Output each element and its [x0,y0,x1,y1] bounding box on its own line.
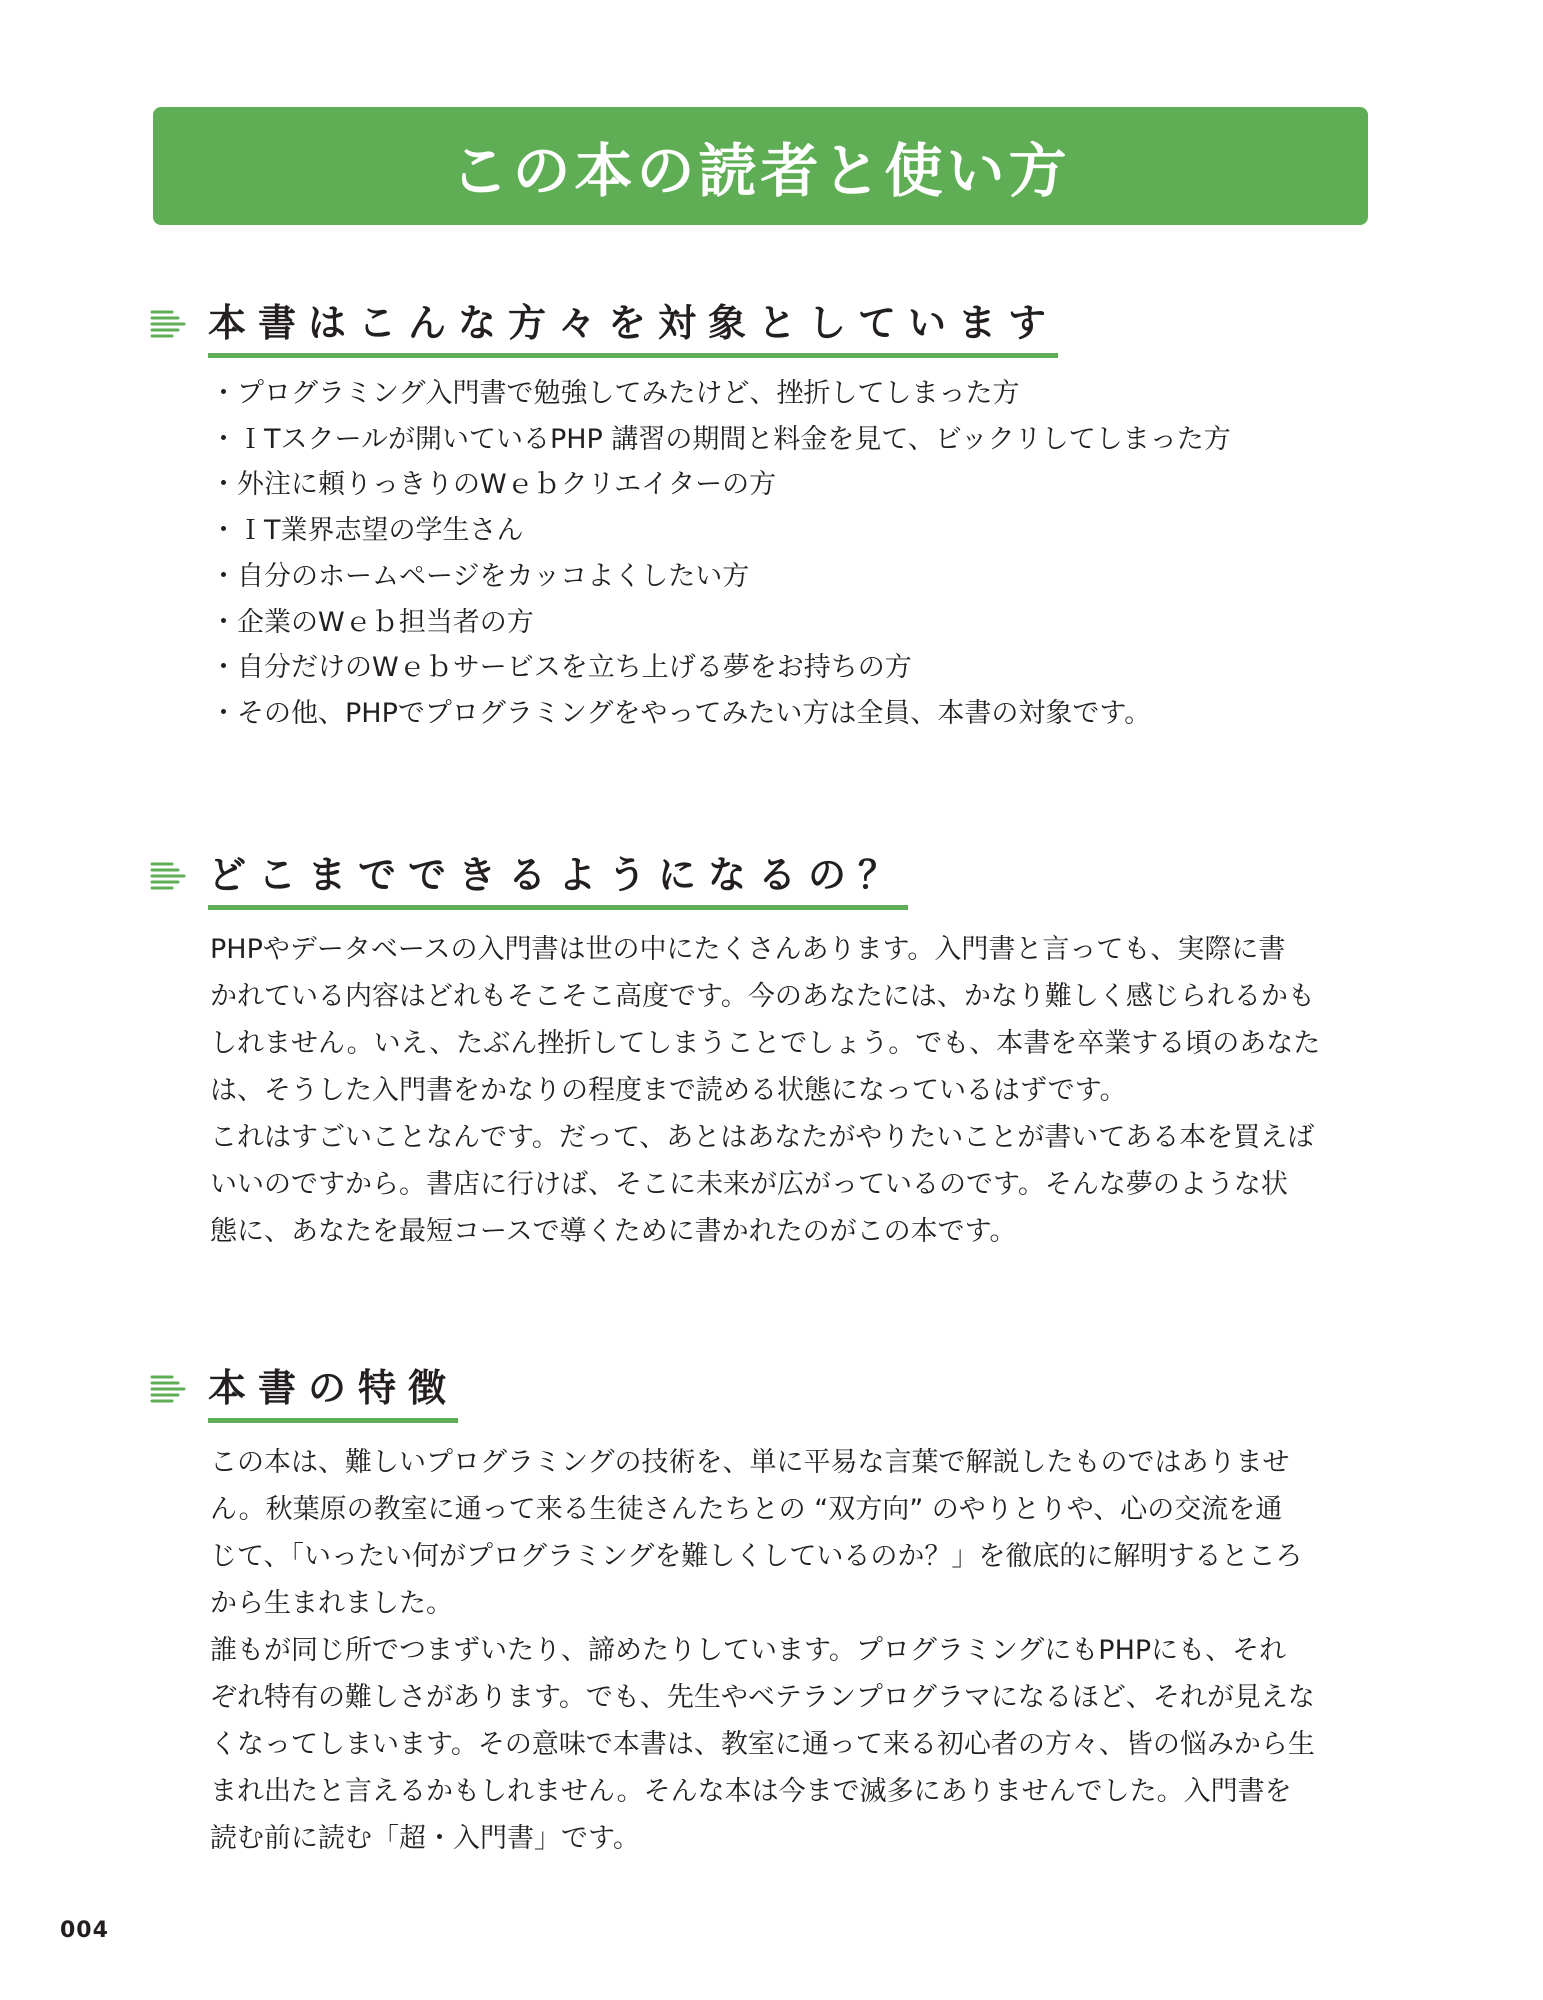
paragraph-line: これはすごいことなんです。だって、あとはあなたがやりたいことが書いてある本を買えば [210,1122,1315,1153]
paragraph-line: から生まれました。 [210,1588,453,1619]
section-title: 本書の特徴 [208,1357,458,1423]
arrow-lines-icon [150,1373,186,1405]
list-item: ・自分だけのWｅｂサービスを立ち上げる夢をお持ちの方 [210,652,912,683]
paragraph-line: かれている内容はどれもそこそこ高度です。今のあなたには、かなり難しく感じられるかも [210,981,1315,1012]
section-heading [150,1355,1390,1419]
arrow-lines-icon [150,860,186,892]
paragraph-line: この本は、難しいプログラミングの技術を、単に平易な言葉で解説したものではありませ [210,1447,1290,1478]
paragraph-line: しれません。いえ、たぶん挫折してしまうことでしょう。でも、本書を卒業する頃のあなた [210,1028,1321,1059]
body-paragraph [210,926,1330,1255]
list-item: ・自分のホームページをカッコよくしたい方 [210,561,750,592]
section-title: どこまでできるようになるの？ [208,844,908,910]
section-heading [150,290,1390,354]
title-banner [153,107,1368,225]
paragraph-line: 態に、あなたを最短コースで導くために書かれたのがこの本です。 [210,1216,1017,1247]
section-features [150,1355,1390,1875]
list-item: ・ＩT業界志望の学生さん [210,515,524,546]
list-item: ・外注に頼りっきりのWｅｂクリエイターの方 [210,469,777,500]
arrow-lines-icon [150,308,186,340]
body-paragraph [210,1439,1330,1862]
section-target-readers [150,290,1390,750]
list-item: ・プログラミング入門書で勉強してみたけど、挫折してしまった方 [210,378,1020,409]
section-what-you-can-do [150,842,1390,1247]
page-number: 004 [60,1918,109,1943]
paragraph-line: 誰もが同じ所でつまずいたり、諦めたりしています。プログラミングにもPHPにも、それ [210,1635,1287,1666]
paragraph-line: くなってしまいます。その意味で本書は、教室に通って来る初心者の方々、皆の悩みから生 [210,1729,1315,1760]
section-heading [150,842,1390,906]
paragraph-line: じて、「いったい何がプログラミングを難しくしているのか？」を徹底的に解明するところ [210,1541,1303,1572]
list-item: ・企業のWｅｂ担当者の方 [210,607,534,638]
paragraph-line: ぞれ特有の難しさがあります。でも、先生やベテランプログラマになるほど、それが見えな [210,1682,1315,1713]
paragraph-line: PHPやデータベースの入門書は世の中にたくさんあります。入門書と言っても、実際に書 [210,934,1286,965]
section-title: 本書はこんな方々を対象としています [208,292,1058,358]
paragraph-line: 読む前に読む「超・入門書」です。 [210,1823,640,1854]
paragraph-line: ん。秋葉原の教室に通って来る生徒さんたちとの “双方向” のやりとりや、心の交流を通 [210,1494,1283,1525]
paragraph-line: は、そうした入門書をかなりの程度まで読める状態になっているはずです。 [210,1075,1127,1106]
paragraph-line: まれ出たと言えるかもしれません。そんな本は今まで滅多にありませんでした。入門書を [210,1776,1292,1807]
list-item: ・その他、PHPでプログラミングをやってみたい方は全員、本書の対象です。 [210,698,1152,729]
list-item: ・ＩTスクールが開いているPHP 講習の期間と料金を見て、ビックリしてしまった方 [210,424,1231,455]
page-title: この本の読者と使い方 [450,137,1071,205]
paragraph-line: いいのですから。書店に行けば、そこに未来が広がっているのです。そんな夢のような状 [210,1169,1288,1200]
